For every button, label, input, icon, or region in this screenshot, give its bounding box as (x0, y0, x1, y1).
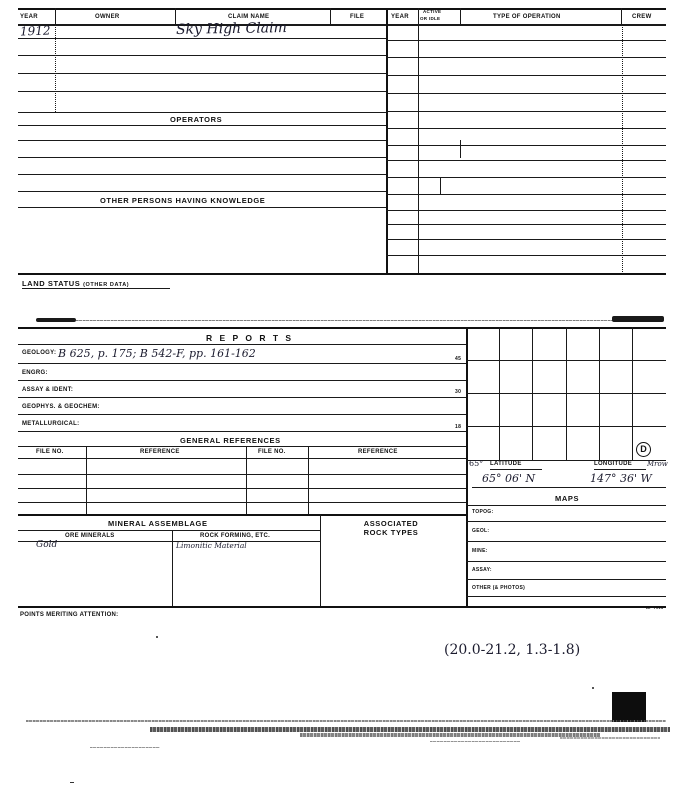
land-status-title (22, 279, 129, 288)
operators-row-line (18, 191, 386, 192)
operation-row-line (386, 128, 666, 129)
operation-row-line (386, 93, 666, 94)
report-row-line (18, 414, 466, 415)
reports-right-divider (466, 327, 468, 607)
header-divider (55, 8, 56, 24)
longitude-underline (594, 469, 646, 470)
col-file-header: FILE (350, 14, 365, 20)
maps-row-line (466, 521, 666, 522)
geology-label: GEOLOGY: (22, 350, 57, 356)
owner-row-line (18, 112, 386, 113)
report-row-line (18, 431, 466, 432)
operation-row-line (386, 57, 666, 58)
operation-row-line (386, 145, 666, 146)
scan-noise-band (150, 727, 670, 732)
associated-rock-divider (320, 514, 321, 606)
scan-speck (156, 636, 158, 638)
operation-tick (460, 140, 461, 158)
main-vertical-divider (386, 8, 388, 274)
col-year-header: YEAR (20, 14, 38, 20)
operators-title-line (18, 125, 386, 126)
owner-row-line (18, 38, 386, 39)
col-type-of-operation-header: TYPE OF OPERATION (493, 14, 561, 20)
mineral-assemblage-title: MINERAL ASSEMBLAGE (108, 519, 208, 528)
crew-divider (622, 24, 623, 274)
scan-noise-line (560, 737, 660, 739)
land-status-underline (22, 288, 170, 289)
maps-title-line (466, 505, 666, 506)
maps-other: OTHER (& PHOTOS) (472, 585, 526, 591)
mineral-header-line (18, 541, 320, 542)
header-divider (621, 8, 622, 24)
header-divider (460, 8, 461, 24)
operation-row-line (386, 160, 666, 161)
ref-reference-header-2: REFERENCE (358, 449, 398, 455)
owner-row-line (18, 73, 386, 74)
claim-name: Sky High Claim (175, 20, 287, 38)
associated-rock-types-line2: ROCK TYPES (363, 528, 419, 537)
scan-smudge (612, 316, 664, 322)
other-persons-title-line (18, 207, 386, 208)
maps-mine: MINE: (472, 548, 488, 554)
operation-row-line (386, 239, 666, 240)
reports-top-border (18, 327, 666, 329)
points-meriting-attention: POINTS MERITING ATTENTION: (20, 612, 119, 618)
operation-row-line (386, 210, 666, 211)
ref-reference-header-1: REFERENCE (140, 449, 180, 455)
report-row-line (18, 363, 466, 364)
coordinate-line (472, 487, 666, 488)
maps-topog: TOPOG: (472, 509, 494, 515)
operation-row-line (386, 255, 666, 256)
claim-year: 1912 (19, 23, 51, 39)
report-row-line (18, 397, 466, 398)
operation-row-line (386, 177, 666, 178)
longitude-value: 147° 36' W (590, 472, 652, 485)
metallurgical-label: METALLURGICAL: (22, 421, 80, 427)
geology-code: 45 (455, 356, 462, 362)
form-bottom-border (18, 606, 666, 608)
operators-row-line (18, 157, 386, 158)
col-owner-header: OWNER (95, 14, 120, 20)
form-number: BF 7913 (646, 605, 664, 610)
metallurgical-code: 18 (455, 424, 462, 430)
handwritten-coordinates-note: (20.0-21.2, 1.3-1.8) (444, 642, 581, 658)
reports-title: R E P O R T S (206, 333, 294, 343)
assay-label: ASSAY & IDENT: (22, 387, 74, 393)
mineral-top-border (18, 514, 466, 516)
top-border (18, 8, 666, 10)
ore-minerals-value: Gold (36, 540, 58, 550)
ore-minerals-header: ORE MINERALS (65, 533, 115, 539)
maps-geol: GEOL: (472, 528, 490, 534)
latitude-prefix: 65° (469, 459, 484, 468)
operation-row-line (386, 111, 666, 112)
ref-file-no-header-1: FILE NO. (36, 449, 64, 455)
scan-band (76, 320, 616, 321)
engrg-label: ENGRG: (22, 370, 48, 376)
header-divider (330, 8, 331, 24)
operation-row-line (386, 224, 666, 225)
land-status-note: (OTHER DATA) (83, 282, 130, 288)
latitude-label: LATITUDE (490, 461, 522, 467)
maps-title: MAPS (555, 494, 580, 503)
year2-divider (418, 8, 419, 274)
latitude-underline (490, 469, 542, 470)
operation-tick (440, 177, 441, 194)
mineral-title-line (18, 530, 320, 531)
geology-value: B 625, p. 175; B 542-F, pp. 161-162 (58, 347, 256, 360)
scan-noise-band (300, 733, 600, 737)
col-crew-header: CREW (632, 14, 652, 20)
other-persons-title: OTHER PERSONS HAVING KNOWLEDGE (100, 196, 266, 205)
col-claim-name-header: CLAIM NAME (228, 14, 270, 20)
report-row-line (18, 380, 466, 381)
col-active-header: ACTIVE (423, 9, 442, 14)
associated-rock-types-line1: ASSOCIATED (363, 519, 419, 528)
location-grid-line (466, 360, 666, 361)
scan-noise-line (430, 741, 520, 742)
operation-row-line (386, 194, 666, 195)
assay-code: 30 (455, 389, 462, 395)
maps-row-line (466, 561, 666, 562)
location-grid-line (466, 393, 666, 394)
scan-speck (70, 782, 74, 783)
rock-forming-value: Limonitic Material (176, 541, 247, 550)
latitude-value: 65° 06' N (482, 472, 536, 485)
maps-row-line (466, 541, 666, 542)
col-idle-header: OR IDLE (420, 16, 441, 21)
maps-row-line (466, 579, 666, 580)
scan-smudge (36, 318, 76, 322)
operation-row-line (386, 40, 666, 41)
scan-speck (592, 687, 594, 689)
longitude-suffix: Mrow (647, 460, 668, 468)
top-block-bottom-border (18, 273, 666, 275)
scan-noise-line (90, 747, 160, 748)
operators-row-line (18, 140, 386, 141)
ref-col-divider (86, 446, 87, 514)
ref-file-no-header-2: FILE NO. (258, 449, 286, 455)
maps-assay: ASSAY: (472, 567, 492, 573)
col-year2-header: YEAR (391, 14, 409, 20)
operators-row-line (18, 174, 386, 175)
mineral-col-divider (172, 530, 173, 606)
operation-row-line (386, 75, 666, 76)
longitude-label: LONGITUDE (594, 461, 633, 467)
registration-square (612, 692, 646, 722)
owner-row-line (18, 91, 386, 92)
ref-col-divider (246, 446, 247, 514)
ref-col-divider (308, 446, 309, 514)
owner-row-line (18, 55, 386, 56)
geophys-label: GEOPHYS. & GEOCHEM: (22, 404, 100, 410)
reports-title-line (18, 344, 466, 345)
scan-noise-line (26, 720, 666, 722)
rock-forming-header: ROCK FORMING, ETC. (200, 533, 271, 539)
owner-year-divider (55, 24, 56, 112)
quadrangle-circle-badge: D (636, 442, 651, 457)
operators-title: OPERATORS (170, 115, 223, 124)
header-bottom-line (18, 24, 666, 26)
maps-row-line (466, 596, 666, 597)
location-grid-line (466, 426, 666, 427)
land-status-label: LAND STATUS (22, 279, 81, 288)
general-references-title: GENERAL REFERENCES (180, 436, 281, 445)
